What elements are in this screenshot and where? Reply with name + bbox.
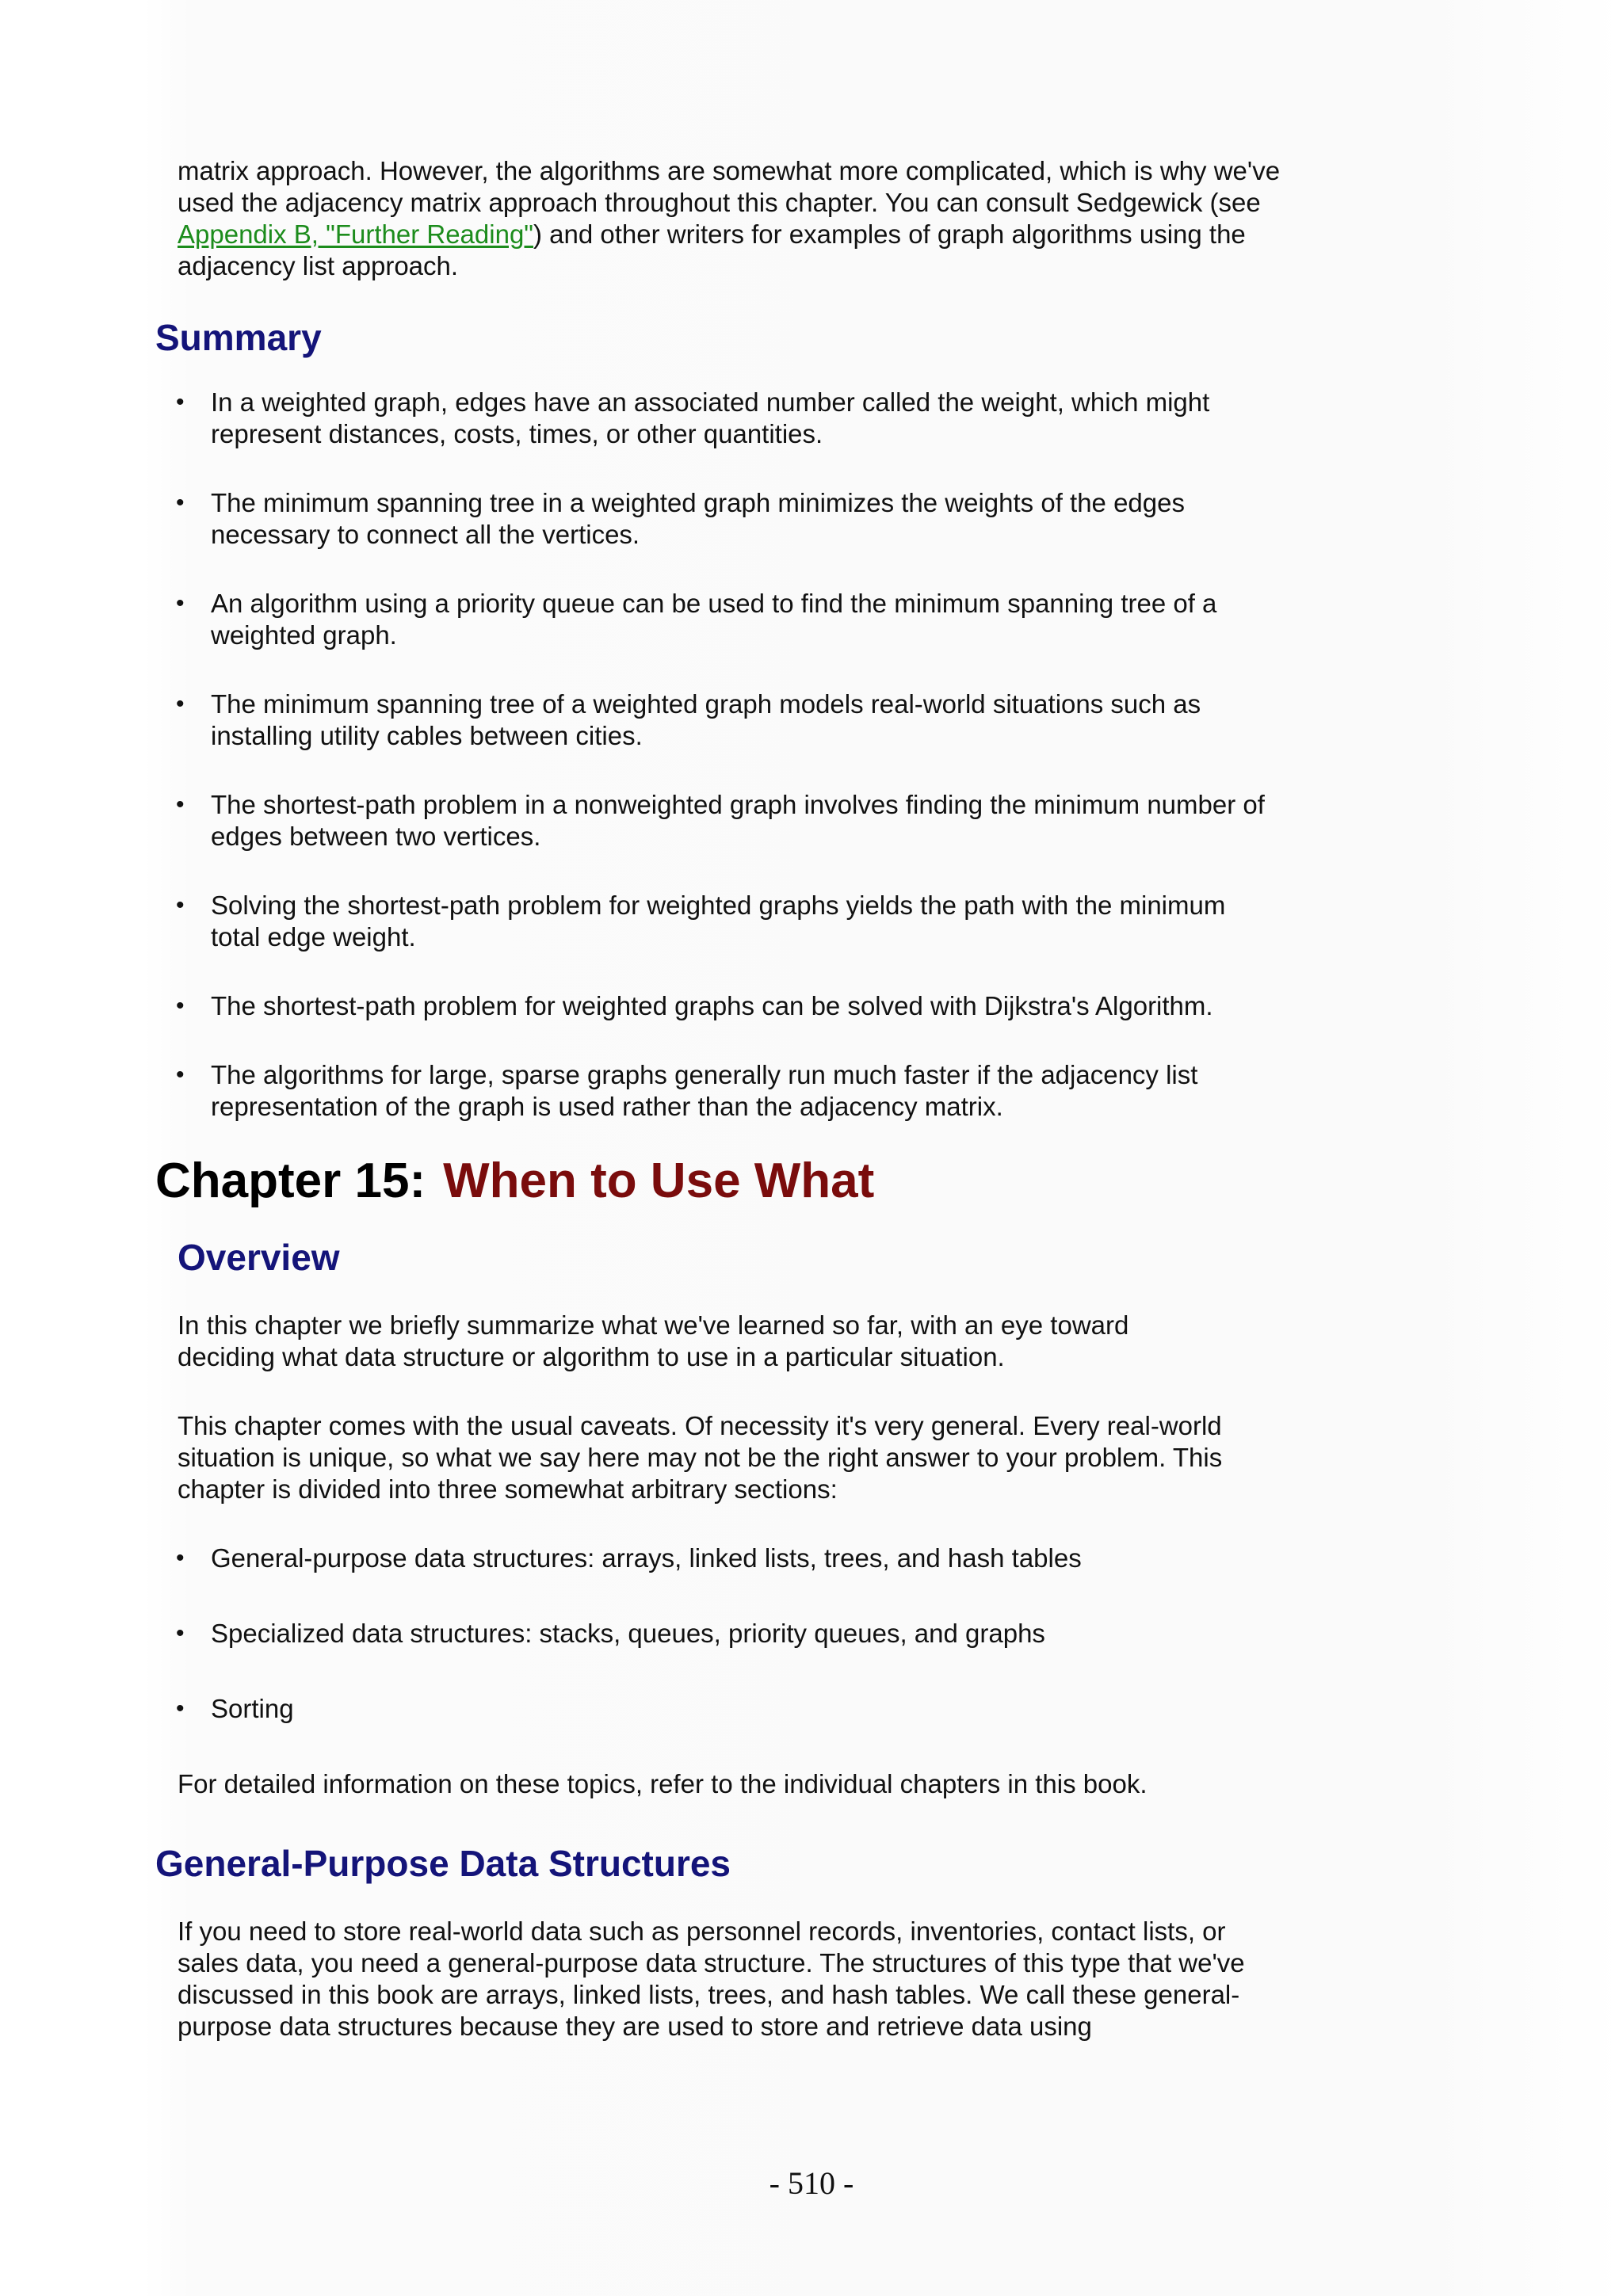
overview-item: • Sorting bbox=[155, 1693, 1296, 1725]
overview-paragraph-1: In this chapter we briefly summarize what we've learned so far, with an eye toward deciding what data structure or algorithm to use in a particular situation. bbox=[178, 1310, 1129, 1371]
intro-paragraph bbox=[178, 155, 1287, 282]
page-content bbox=[155, 155, 1296, 2042]
page-number: - 510 - bbox=[769, 2165, 854, 2201]
overview-heading: Overview bbox=[178, 1237, 340, 1278]
chapter-label: Chapter 15: bbox=[155, 1154, 426, 1208]
summary-item: • The minimum spanning tree in a weighted graph minimizes the weights of the edges necessary to connect all the vertices. bbox=[155, 487, 1281, 551]
summary-item: • An algorithm using a priority queue can be used to find the minimum spanning tree of a weighted graph. bbox=[155, 588, 1281, 651]
summary-item: • The algorithms for large, sparse graphs generally run much faster if the adjacency list representation of the graph is used rather than the adjacency matrix. bbox=[155, 1059, 1281, 1123]
overview-item: • Specialized data structures: stacks, queues, priority queues, and graphs bbox=[155, 1618, 1296, 1650]
summary-item: • Solving the shortest-path problem for weighted graphs yields the path with the minimum total edge weight. bbox=[155, 890, 1281, 953]
appendix-b-link[interactable]: Appendix B, "Further Reading" bbox=[178, 219, 534, 249]
summary-item: • The shortest-path problem for weighted graphs can be solved with Dijkstra's Algorithm. bbox=[155, 990, 1281, 1022]
general-purpose-heading: General-Purpose Data Structures bbox=[155, 1843, 731, 1884]
summary-item: • In a weighted graph, edges have an associated number called the weight, which might represent distances, costs, times, or other quantities. bbox=[155, 387, 1281, 450]
overview-list bbox=[155, 1543, 1296, 1725]
summary-item: • The minimum spanning tree of a weighted graph models real-world situations such as installing utility cables between cities. bbox=[155, 688, 1281, 752]
summary-list bbox=[155, 387, 1281, 1123]
intro-text-before: matrix approach. However, the algorithms are somewhat more complicated, which is why we've used the adjacency matrix approach throughout this chapter. You can consult Sedgewick (see bbox=[178, 156, 1281, 217]
summary-item: • The shortest-path problem in a nonweighted graph involves finding the minimum number of edges between two vertices. bbox=[155, 789, 1281, 852]
general-purpose-paragraph-1: If you need to store real-world data such as personnel records, inventories, contact lists, or sales data, you need a general-purpose data structure. The structures of this type that we've discussed in this book are arrays, linked lists, trees, and hash tables. We call these general-purpose data structures because they are used to store and retrieve data using bbox=[178, 1917, 1245, 2041]
overview-paragraph-2: This chapter comes with the usual caveats. Of necessity it's very general. Every real-world situation is unique, so what we say here may not be the right answer to your problem. This chapter is divided into three somewhat arbitrary sections: bbox=[178, 1411, 1223, 1504]
chapter-title: When to Use What bbox=[443, 1154, 875, 1208]
overview-paragraph-3: For detailed information on these topics, refer to the individual chapters in this book. bbox=[178, 1769, 1148, 1798]
intro-text-after: ) and other writers for examples of graph algorithms using the adjacency list approach. bbox=[178, 219, 1246, 280]
overview-item: • General-purpose data structures: arrays, linked lists, trees, and hash tables bbox=[155, 1543, 1296, 1574]
summary-heading: Summary bbox=[155, 317, 322, 358]
chapter-heading bbox=[155, 1151, 1296, 1211]
